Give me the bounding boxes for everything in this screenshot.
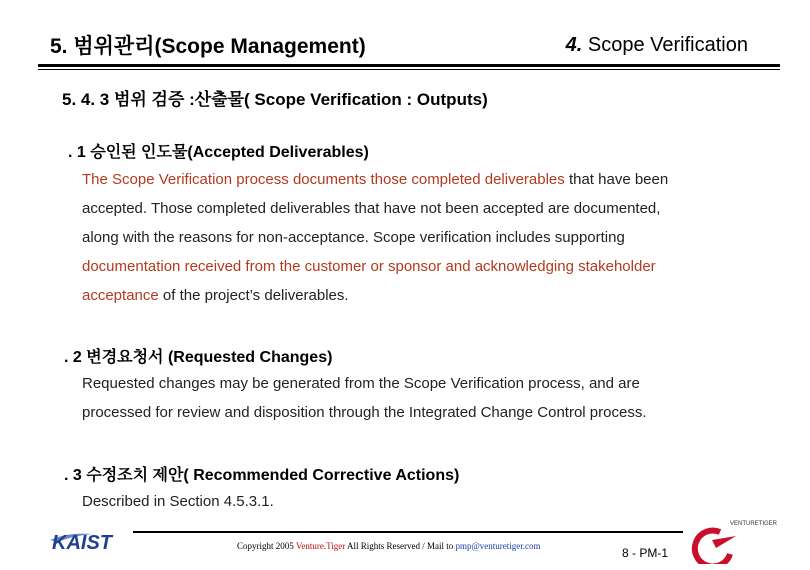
paragraph-line bbox=[82, 223, 668, 252]
section-name: Scope Verification bbox=[587, 34, 748, 56]
page-title: 5. 범위관리(Scope Management) bbox=[50, 35, 366, 58]
text-run: accepted. Those completed deliverables that have not been accepted are documented, bbox=[82, 200, 661, 217]
paragraph-line bbox=[82, 369, 647, 398]
copyright-mid: All Rights Reserved / Mail to bbox=[345, 541, 456, 551]
footer-divider bbox=[133, 531, 683, 533]
copyright-prefix: Copyright 2005 bbox=[237, 541, 296, 551]
text-run: The Scope Verification process documents those completed deliverables bbox=[82, 171, 565, 188]
text-run: that have been bbox=[564, 171, 669, 188]
paragraph-line bbox=[82, 194, 668, 223]
venturetiger-logo-text: VENTURETIGER bbox=[730, 521, 778, 527]
paragraph-line bbox=[82, 252, 668, 281]
header-divider-thin bbox=[38, 69, 780, 70]
copyright-email-link[interactable]: pmp@venturetiger.com bbox=[455, 541, 541, 551]
item-heading-corrective-actions: . 3 수정조치 제안( Recommended Corrective Actions) bbox=[64, 467, 460, 484]
section-heading: 5. 4. 3 범위 검증 :산출물( Scope Verification : Outputs) bbox=[62, 90, 488, 109]
text-run: of the project’s deliverables. bbox=[158, 287, 349, 304]
paragraph-line bbox=[82, 487, 274, 516]
venturetiger-logo bbox=[690, 510, 788, 569]
copyright-brand: Venture.Tiger bbox=[295, 541, 346, 551]
section-number: 4. bbox=[565, 34, 583, 56]
paragraph-line bbox=[82, 281, 668, 310]
header-divider bbox=[38, 64, 780, 67]
paragraph-requested-changes bbox=[82, 369, 647, 427]
text-run: processed for review and disposition through the Integrated Change Control process. bbox=[82, 404, 647, 421]
kaist-logo-text: KAIST bbox=[52, 532, 112, 552]
copyright-notice bbox=[237, 541, 541, 551]
item-heading-accepted-deliverables: . 1 승인된 인도물(Accepted Deliverables) bbox=[68, 144, 369, 161]
paragraph-corrective-actions bbox=[82, 487, 274, 516]
item-heading-requested-changes: . 2 변경요청서 (Requested Changes) bbox=[64, 349, 333, 366]
venturetiger-swoosh-icon bbox=[695, 531, 730, 564]
paragraph-line bbox=[82, 165, 668, 194]
text-run: along with the reasons for non-acceptance. Scope verification includes supporting bbox=[82, 229, 625, 246]
paragraph-accepted-deliverables bbox=[82, 165, 668, 310]
text-run: Described in Section 4.5.3.1. bbox=[82, 493, 274, 510]
section-title bbox=[566, 34, 748, 57]
page-number: 8 - PM-1 bbox=[622, 546, 669, 560]
text-run: acceptance bbox=[82, 287, 159, 304]
text-run: documentation received from the customer or sponsor and acknowledging stakeholder bbox=[82, 258, 656, 275]
paragraph-line bbox=[82, 398, 647, 427]
text-run: Requested changes may be generated from the Scope Verification process, and are bbox=[82, 375, 640, 392]
kaist-logo bbox=[48, 528, 124, 557]
